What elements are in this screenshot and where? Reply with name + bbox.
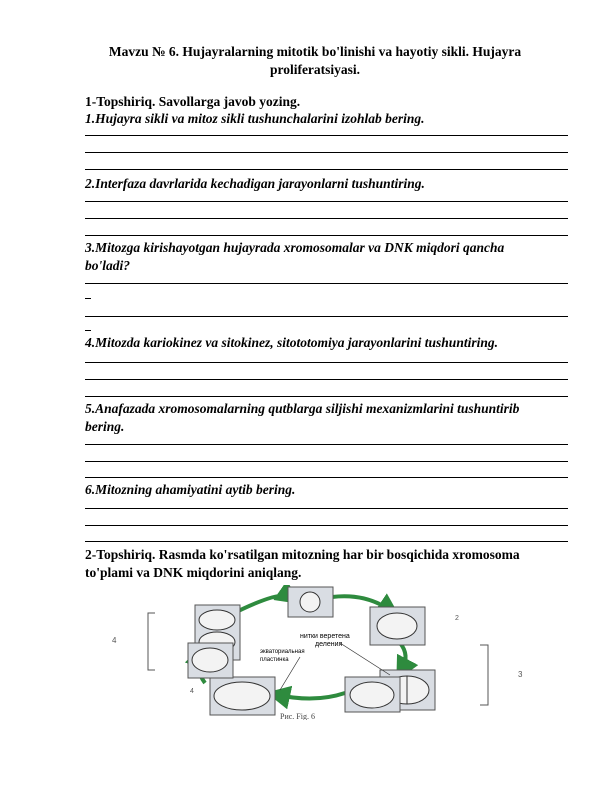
cell-anaphase [345, 677, 400, 712]
answer-line [85, 396, 568, 397]
cell-early-telophase [188, 643, 233, 678]
question-2: 2.Interfaza davrlarida kechadigan jarayonlarni tushuntiring. [85, 176, 425, 191]
answer-line [85, 316, 568, 317]
question-1: 1.Hujayra sikli va mitoz sikli tushunchalarini izohlab bering. [85, 111, 425, 126]
question-5: 5.Anafazada xromosomalarning qutblarga siljishi mexanizmlarini tushuntirib bering. [85, 401, 520, 434]
answer-line [85, 508, 568, 509]
label-num-d: 3 [518, 670, 523, 679]
answer-line [85, 461, 568, 462]
answer-line [85, 218, 568, 219]
answer-line [85, 525, 568, 526]
cell-prophase [370, 607, 425, 645]
page-title: Mavzu № 6. Hujayralarning mitotik bo'linishi va hayotiy sikli. Hujayra proliferatsiyasi. [108, 44, 522, 77]
answer-line [85, 362, 568, 363]
label-plate: пластинка [260, 657, 289, 663]
question-4: 4.Mitozda kariokinez va sitokinez, sitototomiya jarayonlarini tushuntiring. [85, 335, 498, 350]
task1-heading: 1-Topshiriq. Savollarga javob yozing. [85, 94, 301, 109]
answer-line [85, 152, 568, 153]
right-bracket [480, 645, 488, 705]
answer-line [85, 201, 568, 202]
mitosis-cycle-figure [100, 585, 530, 720]
label-num-a: 4 [112, 636, 117, 645]
cycle-arrow [400, 643, 406, 670]
label-spindle: нитки веретена [300, 633, 350, 640]
answer-line [85, 283, 568, 284]
label-pointer [340, 643, 390, 675]
question-6: 6.Mitozning ahamiyatini aytib bering. [85, 482, 296, 497]
label-spindle-2: деления [315, 641, 343, 648]
answer-line [85, 477, 568, 478]
cycle-arrow [278, 693, 345, 699]
task2-heading: 2-Topshiriq. Rasmda ko'rsatilgan mitozning har bir bosqichida xromosoma to'plami va DNK miqdorini aniqlang. [85, 547, 520, 580]
label-num-c: 4 [190, 688, 194, 695]
answer-line [85, 541, 568, 542]
answer-line [85, 169, 568, 170]
answer-dash [85, 298, 91, 299]
cell-late-anaphase [210, 677, 275, 715]
cell-interphase [288, 587, 333, 617]
answer-line [85, 235, 568, 236]
answer-line [85, 379, 568, 380]
answer-line [85, 135, 568, 136]
figure-caption: Рис. Fig. 6 [280, 712, 315, 720]
left-bracket [148, 613, 155, 670]
answer-line [85, 444, 568, 445]
label-equatorial: экваториальная [260, 649, 305, 655]
question-3: 3.Mitozga kirishayotgan hujayrada xromosomalar va DNK miqdori qancha bo'ladi? [85, 240, 505, 273]
answer-dash [85, 330, 91, 331]
label-num-b: 2 [455, 615, 459, 622]
